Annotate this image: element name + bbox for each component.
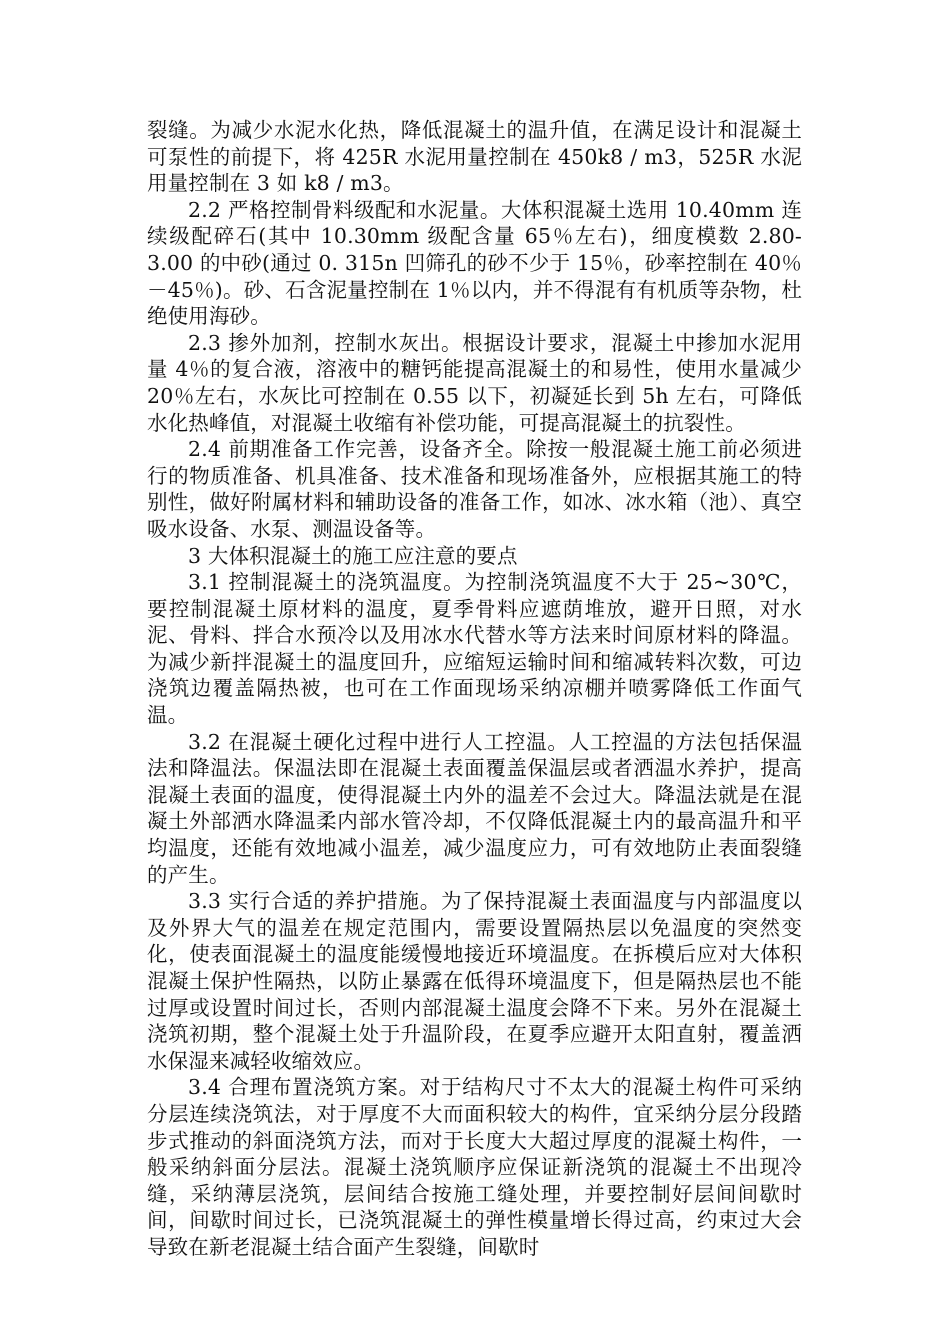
paragraph-3-3: 3.3 实行合适的养护措施。为了保持混凝土表面温度与内部温度以及外界大气的温差在规定范围内，需要设置隔热层以免温度的突然变化，使表面混凝土的温度能缓慢地接近环境温度。在拆模后应对大体积混凝土保护性隔热，以防止暴露在低得环境温度下，但是隔热层也不能过厚或设置时间过长，否则内部混凝土温度会降不下来。另外在混凝土浇筑初期，整个混凝土处于升温阶段，在夏季应避开太阳直射，覆盖洒水保湿来减轻收缩效应。 [147,889,802,1073]
paragraph-cracks-intro: 裂缝。为减少水泥水化热，降低混凝土的温升值，在满足设计和混凝土可泵性的前提下，将 425R 水泥用量控制在 450k8 / m3，525R 水泥用量控制在 3 如 k8 / m3。 [147,118,802,196]
paragraph-3-2: 3.2 在混凝土硬化过程中进行人工控温。人工控温的方法包括保温法和降温法。保温法即在混凝土表面覆盖保温层或者洒温水养护，提高混凝土表面的温度，使得混凝土内外的温差不会过大。降温法就是在混凝土外部洒水降温柔内部水管冷却，不仅降低混凝土内的最高温升和平均温度，还能有效地减小温差，减少温度应力，可有效地防止表面裂缝的产生。 [147,729,802,887]
section-heading-3: 3 大体积混凝土的施工应注意的要点 [188,543,518,568]
paragraph-3-4: 3.4 合理布置浇筑方案。对于结构尺寸不太大的混凝土构件可采纳分层连续浇筑法，对于厚度不大而面积较大的构件，宜采纳分层分段踏步式推动的斜面浇筑方法，而对于长度大大超过厚度的混凝土构件，一般采纳斜面分层法。混凝土浇筑顺序应保证新浇筑的混凝土不出现冷缝，采纳薄层浇筑，层间结合按施工缝处理，并要控制好层间间歇时间，间歇时间过长，已浇筑混凝土的弹性模量增长得过高，约束过大会导致在新老混凝土结合面产生裂缝，间歇时 [147,1075,802,1259]
paragraph-3-1: 3.1 控制混凝土的浇筑温度。为控制浇筑温度不大于 25~30℃，要控制混凝土原材料的温度，夏季骨料应遮荫堆放，避开日照，对水泥、骨料、拌合水预冷以及用冰水代替水等方法来时间原材料的降温。为减少新拌混凝土的温度回升，应缩短运输时间和缩减转料次数，可边浇筑边覆盖隔热被，也可在工作面现场采纳凉棚并喷雾降低工作面气温。 [147,570,802,728]
paragraph-2-4: 2.4 前期准备工作完善，设备齐全。除按一般混凝土施工前必须进行的物质准备、机具准备、技术准备和现场准备外，应根据其施工的特别性，做好附属材料和辅助设备的准备工作，如冰、冰水箱（池）、真空吸水设备、水泵、测温设备等。 [147,437,802,541]
document-body [147,117,802,1261]
paragraph-2-3: 2.3 掺外加剂，控制水灰出。根据设计要求，混凝土中掺加水泥用量 4％的复合液，溶液中的糖钙能提高混凝土的和易性，使用水量减少 20％左右，水灰比可控制在 0.55 以下，初凝延长到 5h 左右，可降低水化热峰值，对混凝土收缩有补偿功能，可提高混凝土的抗裂性。 [147,330,802,435]
paragraph-2-2: 2.2 严格控制骨料级配和水泥量。大体积混凝土选用 10.40mm 连续级配碎石(其中 10.30mm 级配含量 65％左右)，细度模数 2.80-3.00 的中砂(通过 0. 315n 凹筛孔的砂不少于 15％，砂率控制在 40％－45％)。砂、石含泥量控制在 1％以内，并不得混有有机质等杂物，杜绝使用海砂。 [147,197,802,329]
